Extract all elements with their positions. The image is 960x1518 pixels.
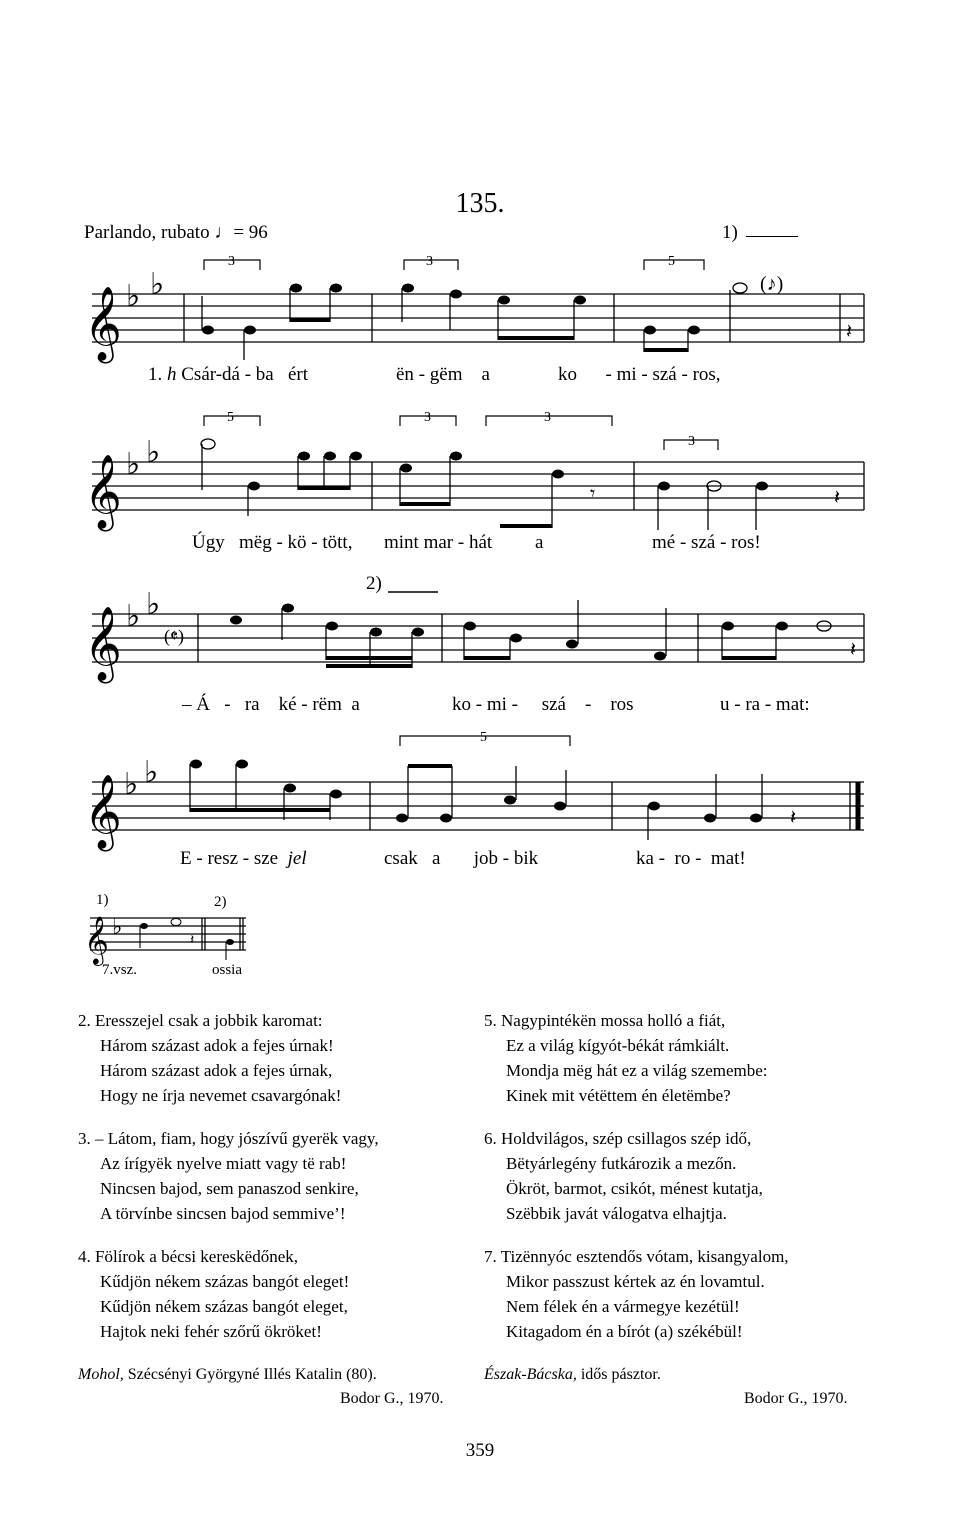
stems-staff-2 [202,444,756,530]
notes-staff-1 [202,284,700,335]
svg-text:5: 5 [480,730,487,745]
svg-text:5: 5 [227,410,234,425]
svg-text:1): 1) [96,892,109,908]
tempo-text: Parlando, rubato [84,222,210,243]
svg-text:♭: ♭ [144,756,159,789]
verse-6: 6. Holdvilágos, szép csillagos szép idő, Bëtyárlegény futkározik a mezőn. Ökröt, barmot, csikót, ménest kutatja, Szëbbik javát válogatva elhajtja. [484,1129,763,1223]
grace-note-icon: (♪) [760,273,784,295]
svg-text:♭: ♭ [146,588,161,621]
svg-text:♭: ♭ [112,914,123,939]
svg-text:𝄞: 𝄞 [84,608,122,679]
svg-text:𝄾: 𝄾 [590,483,596,505]
verse-3: 3. – Látom, fiam, hogy jószívű gyerëk vagy, Az írígyëk nyelve miatt vagy të rab! Nincsen bajod, sem panaszod senkire, A törvínbe sincsen bajod semmive’! [78,1129,379,1223]
svg-text:♭: ♭ [124,768,139,801]
svg-text:3: 3 [228,254,235,269]
staff-4 [92,782,864,830]
time-signature: (𝄵) [164,626,185,646]
svg-text:♭: ♭ [146,436,161,469]
notes-staff-2 [248,452,768,491]
footnote-marker-1: 1) [722,222,738,243]
svg-text:5: 5 [668,254,675,269]
svg-text:𝄞: 𝄞 [84,918,109,964]
lyrics-line-4: E - resz - sze jel [180,848,307,869]
song-number: 135. [455,188,505,219]
lyrics-line-3: – Á - ra ké - rëm a [182,694,360,715]
lyrics-line-2: Úgy mëg - kö - tött, [192,532,353,553]
tuplet-numbers [227,254,695,745]
ossia-label-2: ossia [212,962,242,978]
metronome-value: = 96 [233,222,268,243]
verse-4: 4. Fölírok a bécsi kereskëdőnek, Kűdjön nékem százas bangót eleget! Kűdjön nékem százas bangót eleget, Hajtok neki fehér szőrű ökröket! [78,1247,350,1341]
page-number: 359 [465,1440,495,1461]
svg-text:3: 3 [544,410,551,425]
beams-staff-2 [298,486,552,528]
svg-text:𝄽: 𝄽 [834,487,841,509]
svg-text:𝄞: 𝄞 [84,288,122,359]
svg-text:𝄽: 𝄽 [190,933,195,948]
staff-3 [92,614,864,662]
treble-clef-icon [84,288,122,852]
staff-1 [92,294,864,342]
svg-text:3: 3 [426,254,433,269]
notes-staff-4 [190,760,762,823]
svg-text:3: 3 [688,434,695,449]
svg-text:𝄞: 𝄞 [84,456,122,527]
source-left: Mohol, Szécsényi Györgyné Illés Katalin (80). [78,1366,377,1383]
svg-text:𝄞: 𝄞 [84,776,122,847]
svg-text:2): 2) [214,894,227,910]
notes-staff-3 [230,604,788,661]
svg-text:𝄽: 𝄽 [850,639,857,661]
collector-right: Bodor G., 1970. [744,1390,848,1407]
tuplet-brackets [204,260,718,746]
svg-text:♭: ♭ [126,280,141,313]
svg-text:3: 3 [424,410,431,425]
ossia-clef-icon [84,916,109,966]
source-right: Észak-Bácska, idős pásztor. [484,1366,661,1383]
collector-left: Bodor G., 1970. [340,1390,444,1407]
svg-text:♭: ♭ [126,448,141,481]
staff-2 [92,462,864,510]
svg-text:♭: ♭ [150,268,165,301]
lyrics-line-1: 1. h Csár-dá - ba ért [148,364,309,385]
rest-icon: 𝄽 [846,321,853,343]
verse-5: 5. Nagypintékën mossa holló a fiát, Ez a világ kígyót-békát rámkiált. Mondja mëg hát ez a világ szemembe: Kinek mit vétëttem én életëmbe? [484,1011,768,1105]
quarter-note-icon: ♩ [214,222,234,243]
ossia-label-1: 7.vsz. [102,962,137,978]
verse-2: 2. Eresszejel csak a jobbik karomat: Három százast adok a fejes úrnak! Három százast adok a fejes úrnak, Hogy ne írja nevemet csavargónak! [78,1011,342,1105]
svg-text:♭: ♭ [126,600,141,633]
svg-text:𝄽: 𝄽 [790,807,797,829]
footnote-marker-2: 2) [366,573,382,594]
beams-staff-1 [290,318,688,352]
verse-7: 7. Tizënnyóc esztendős vótam, kisangyalom, Mikor passzust kértek az én lovamtul. Nem félek én a vármegye kezétül! Kitagadom én a bírót (a) székébül! [484,1247,789,1341]
